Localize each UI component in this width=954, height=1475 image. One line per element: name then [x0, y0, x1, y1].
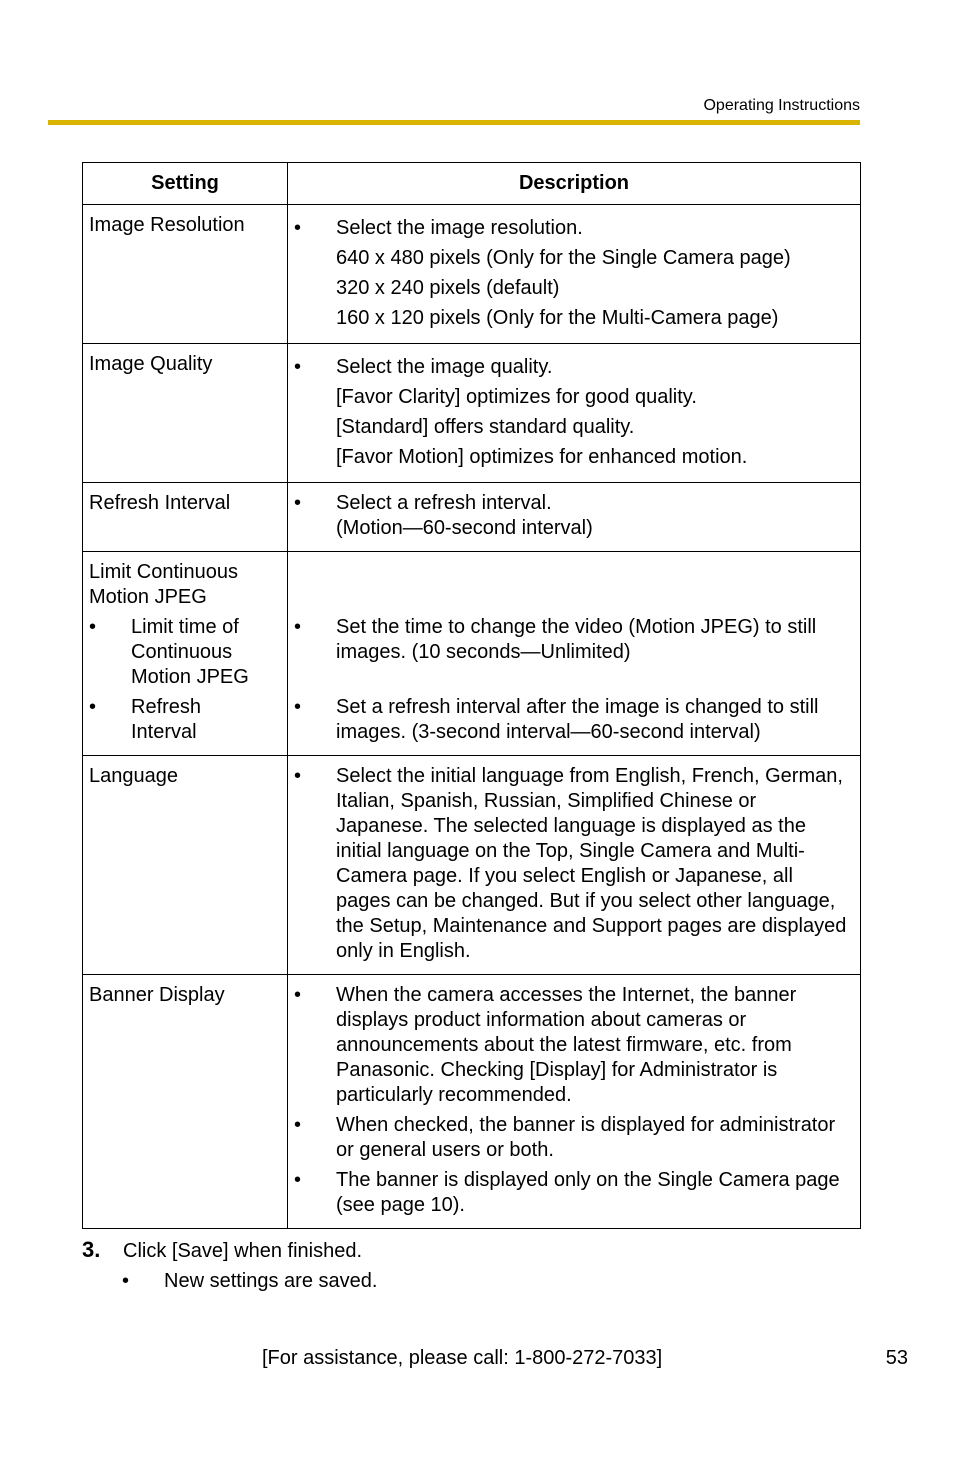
- bullet-glyph: •: [122, 1270, 130, 1292]
- bullet-glyph: •: [294, 356, 302, 378]
- bullet-glyph: •: [294, 984, 302, 1006]
- option-line: 640 x 480 pixels (Only for the Single Camera page): [336, 247, 791, 269]
- bullet-glyph: •: [294, 616, 302, 638]
- bullet-glyph: •: [294, 696, 302, 718]
- description-bullet: • Select the image quality.: [294, 352, 850, 382]
- option-line: [Standard] offers standard quality.: [336, 416, 635, 438]
- table-row: [83, 975, 861, 1229]
- setting-cell: [83, 552, 288, 756]
- description-cell: [288, 344, 861, 483]
- settings-table: [82, 162, 861, 1229]
- setting-name: Image Resolution: [83, 205, 288, 344]
- option-line: 320 x 240 pixels (default): [336, 277, 560, 299]
- running-header: Operating Instructions: [703, 97, 860, 114]
- sub-setting: • Limit time of Continuous Motion JPEG: [89, 616, 249, 688]
- setting-name: Image Quality: [83, 344, 288, 483]
- page-number: 53: [885, 1347, 908, 1369]
- step-instruction: [82, 1237, 362, 1263]
- bullet-glyph: •: [294, 492, 302, 514]
- step-result-text: New settings are saved.: [164, 1270, 378, 1292]
- description-bullet: • Set a refresh interval after the image is changed to still images. (3-second interval—60-second interval): [294, 696, 819, 743]
- bullet-glyph: •: [89, 696, 97, 718]
- bullet-glyph: •: [294, 765, 302, 787]
- step-result-bullet: [122, 1270, 377, 1293]
- description-cell: [288, 205, 861, 344]
- description-bullet: • When checked, the banner is displayed for administrator or general users or both.: [294, 1114, 836, 1161]
- description-bullet: • The banner is displayed only on the Single Camera page (see page 10).: [294, 1169, 840, 1216]
- bullet-glyph: •: [294, 1114, 302, 1136]
- description-cell: [288, 552, 861, 756]
- table-row: [83, 552, 861, 756]
- bullet-glyph: •: [89, 616, 97, 638]
- description-bullet: • When the camera accesses the Internet, the banner displays product information about cameras or announcements about the latest firmware, etc. from Panasonic. Checking [Display] for Administrator is particularly recommended.: [294, 984, 797, 1106]
- description-cell: [288, 975, 861, 1229]
- table-header-row: [83, 163, 861, 205]
- setting-name: Banner Display: [83, 975, 288, 1229]
- description-bullet: • Set the time to change the video (Motion JPEG) to still images. (10 seconds—Unlimited): [294, 616, 817, 663]
- description-bullet: • Select a refresh interval.: [294, 492, 552, 514]
- bullet-glyph: •: [294, 1169, 302, 1191]
- column-header-description: Description: [288, 163, 861, 205]
- step-number: 3.: [82, 1237, 101, 1262]
- bullet-glyph: •: [294, 217, 302, 239]
- header-rule: [48, 120, 860, 125]
- setting-name: Refresh Interval: [83, 483, 288, 552]
- description-cell: [288, 756, 861, 975]
- table-row: [83, 205, 861, 344]
- description-cell: [288, 483, 861, 552]
- description-bullet: • Select the initial language from English, French, German, Italian, Spanish, Russian, Simplified Chinese or Japanese. The selected language is displayed as the initial language on the Top, Single Camera and Multi-Camera page. If you select English or Japanese, all pages can be changed. But if you select other language, the Setup, Maintenance and Support pages are displayed only in English.: [294, 765, 847, 962]
- table-row: [83, 756, 861, 975]
- setting-name: Limit Continuous Motion JPEG: [89, 561, 238, 608]
- table-row: [83, 483, 861, 552]
- column-header-setting: Setting: [83, 163, 288, 205]
- assistance-footer: [For assistance, please call: 1-800-272-7033]: [262, 1347, 663, 1369]
- setting-name: Language: [83, 756, 288, 975]
- option-line: [Favor Clarity] optimizes for good quality.: [336, 386, 697, 408]
- table-row: [83, 344, 861, 483]
- description-bullet: • Select the image resolution.: [294, 213, 850, 243]
- option-line: 160 x 120 pixels (Only for the Multi-Camera page): [336, 307, 779, 329]
- option-line: [Favor Motion] optimizes for enhanced motion.: [336, 446, 748, 468]
- sub-setting: • Refresh Interval: [89, 696, 202, 743]
- option-line: (Motion—60-second interval): [336, 517, 593, 539]
- step-text: Click [Save] when finished.: [123, 1240, 363, 1262]
